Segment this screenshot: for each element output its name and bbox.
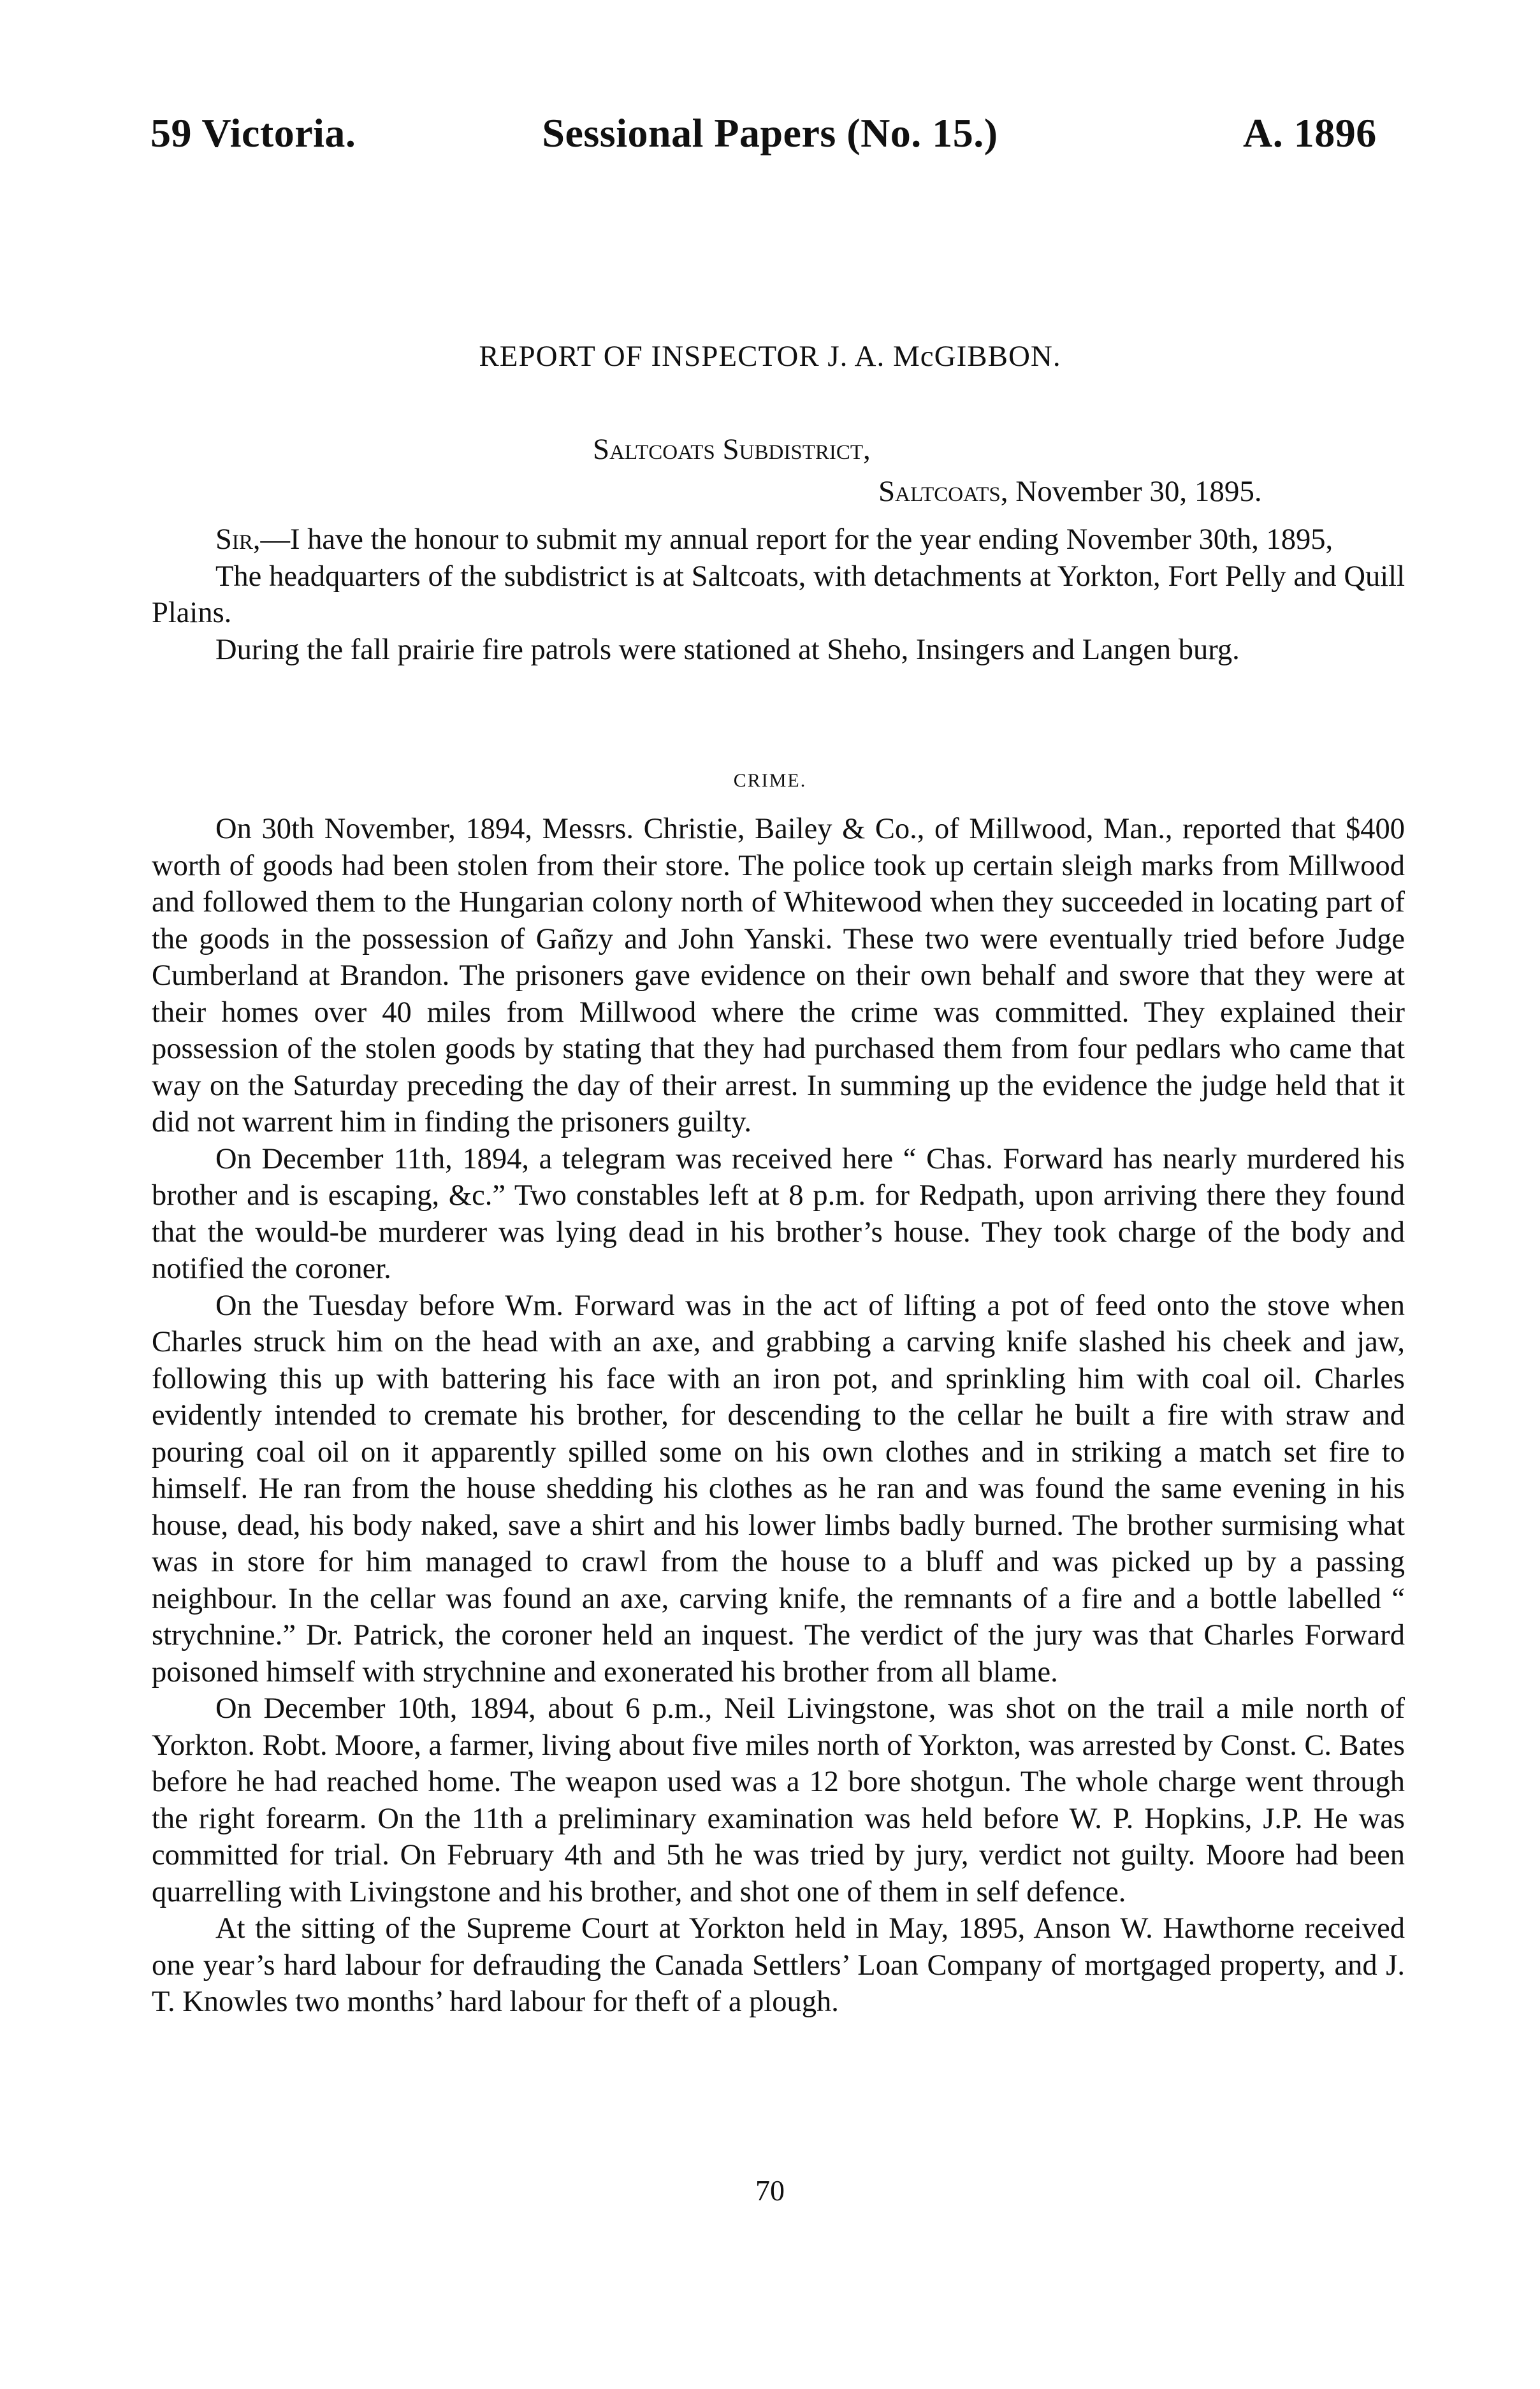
crime-paragraph-livingstone: On December 10th, 1894, about 6 p.m., Neil Livingstone, was shot on the trail a mile north of Yorkton. Robt. Moore, a farmer, living about five miles north of Yorkton, was arrested by Const. C. Bates before he had reached home. The weapon used was a 12 bore shotgun. The whole charge went through the right forearm. On the 11th a preliminary examination was held before W. P. Hopkins, J.P. He was committed for trial. On February 4th and 5th he was tried by jury, verdict not guilty. Moore had been quarrelling with Livingstone and his brother, and shot one of them in self defence. xyxy=(152,1692,1405,1908)
report-title: REPORT OF INSPECTOR J. A. McGIBBON. xyxy=(479,340,1061,373)
running-head-year: A. 1896 xyxy=(1243,110,1377,156)
intro-paragraph xyxy=(152,521,1405,558)
intro-paragraph-text: —I have the honour to submit my annual report for the year ending November 30th, 1895, xyxy=(260,523,1333,556)
place-name: Saltcoats, xyxy=(878,475,1008,508)
patrols-paragraph: During the fall prairie fire patrols were stationed at Sheho, Insingers and Langen burg. xyxy=(215,633,1240,666)
subdistrict-name: Saltcoats Subdistrict, xyxy=(593,433,871,466)
crime-paragraph-telegram: On December 11th, 1894, a telegram was received here “ Chas. Forward has nearly murdered his brother and is escaping, &c.” Two constables left at 8 p.m. for Redpath, upon arriving there they found that the would-be murderer was lying dead in his brother’s house. They took charge of the body and notified the coroner. xyxy=(152,1142,1405,1285)
dateline-subdistrict xyxy=(593,432,871,467)
headquarters-paragraph: The headquarters of the subdistrict is at Saltcoats, with detachments at Yorkton, Fort Pelly and Quill Plains. xyxy=(152,560,1405,629)
salutation: Sir, xyxy=(215,523,261,556)
crime-paragraph-supreme-court: At the sitting of the Supreme Court at Yorkton held in May, 1895, Anson W. Hawthorne received one year’s hard labour for defrauding the Canada Settlers’ Loan Company of mortgaged property, and J. T. Knowles two months’ hard labour for theft of a plough. xyxy=(152,1912,1405,2018)
introduction xyxy=(152,521,1405,668)
running-head-series: Sessional Papers (No. 15.) xyxy=(542,110,998,156)
crime-heading: CRIME. xyxy=(733,770,807,791)
dateline-place-date xyxy=(878,474,1262,509)
crime-paragraph-millwood: On 30th November, 1894, Messrs. Christie, Bailey & Co., of Millwood, Man., reported that $400 worth of goods had been stolen from their store. The police took up certain sleigh marks from Millwood and followed them to the Hungarian colony north of Whitewood when they succeeded in locating part of the goods in the possession of Gañzy and John Yanski. These two were eventually tried before Judge Cumberland at Brandon. The prisoners gave evidence on their own behalf and swore that they were at their homes over 40 miles from Millwood where the crime was committed. They explained their possession of the stolen goods by stating that they had purchased them from four pedlars who came that way on the Saturday preceding the day of their arrest. In summing up the evidence the judge held that it did not warrent him in finding the prisoners guilty. xyxy=(152,813,1405,1138)
crime-section xyxy=(152,811,1405,2021)
page-number: 70 xyxy=(755,2174,785,2207)
report-date: November 30, 1895. xyxy=(1015,475,1262,508)
crime-paragraph-forward: On the Tuesday before Wm. Forward was in the act of lifting a pot of feed onto the stove when Charles struck him on the head with an axe, and grabbing a carving knife slashed his cheek and jaw, following this up with battering his face with an iron pot, and sprinkling him with coal oil. Charles evidently intended to cremate his brother, for descending to the cellar he built a fire with straw and pouring coal oil on it apparently spilled some on his own clothes and in striking a match set fire to himself. He ran from the house shedding his clothes as he ran and was found the same evening in his house, dead, his body naked, save a shirt and his lower limbs badly burned. The brother surmising what was in store for him managed to crawl from the house to a bluff and was picked up by a passing neighbour. In the cellar was found an axe, carving knife, the remnants of a fire and a bottle labelled “ strychnine.” Dr. Patrick, the coroner held an inquest. The verdict of the jury was that Charles Forward poisoned himself with strychnine and exonerated his brother from all blame. xyxy=(152,1289,1405,1688)
running-head-volume: 59 Victoria. xyxy=(150,110,356,156)
